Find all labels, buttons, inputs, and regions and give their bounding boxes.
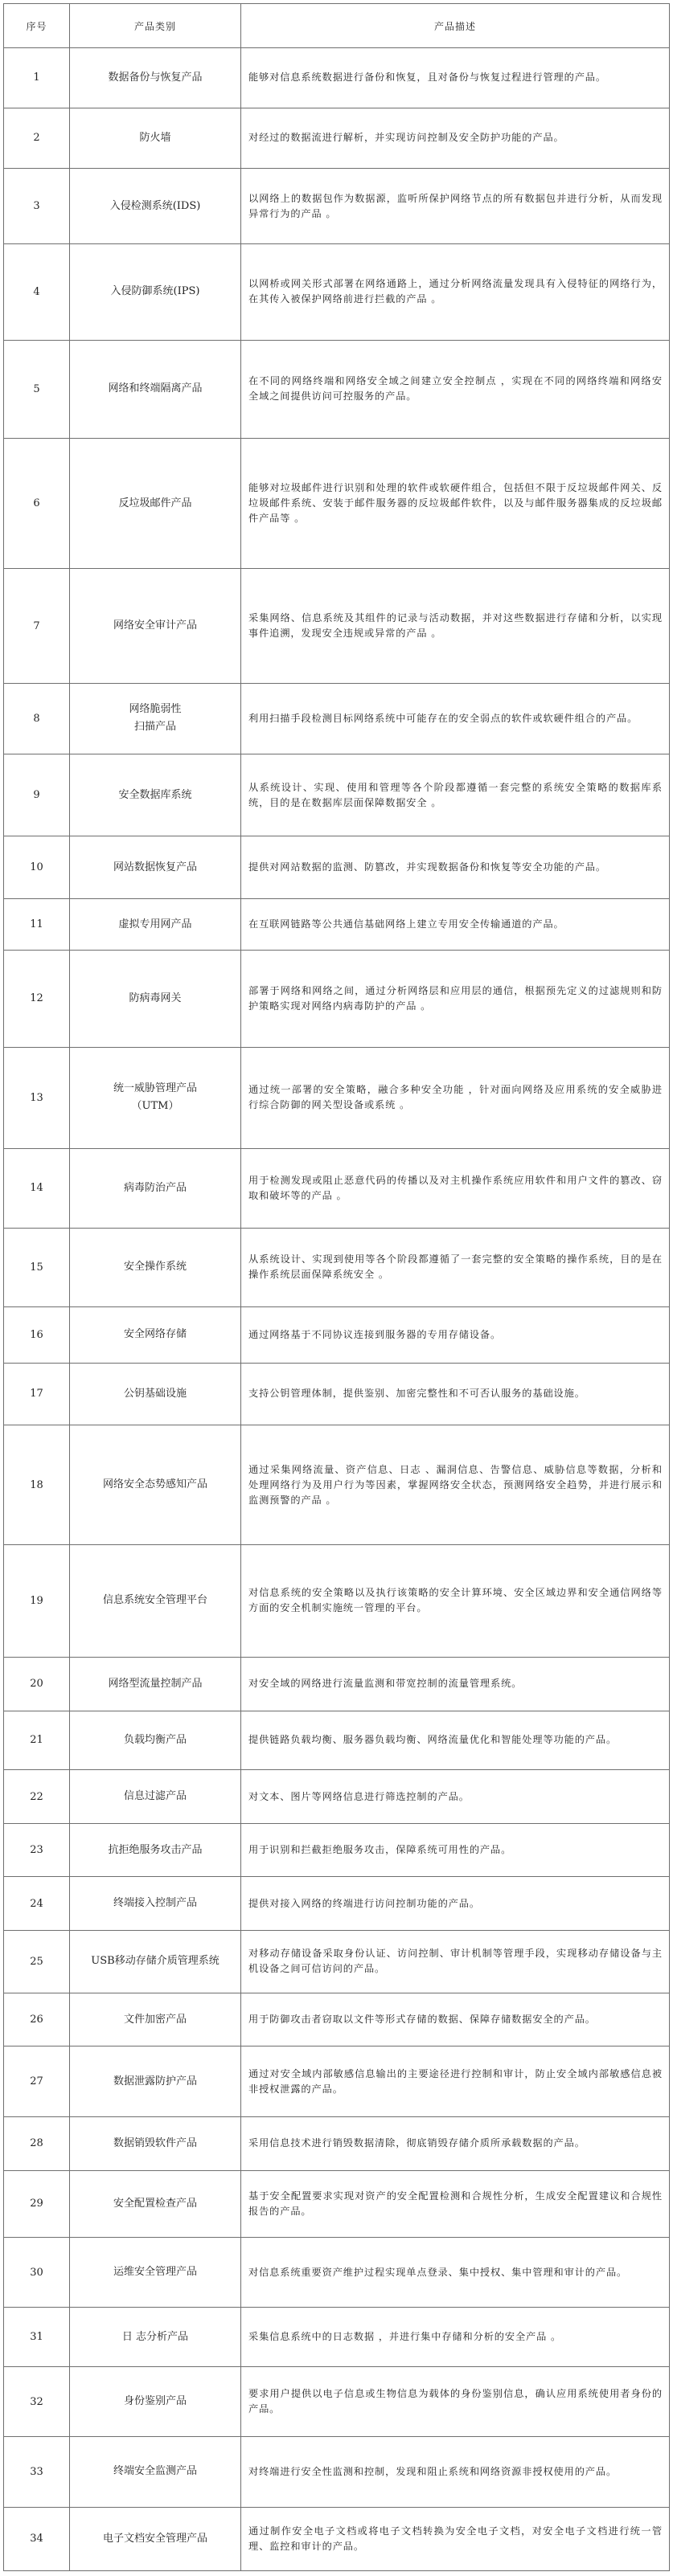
row-category bbox=[70, 2437, 241, 2507]
category-text: 病毒防治产品 bbox=[123, 1181, 187, 1194]
row-description: 用于防御攻击者窃取以文件等形式存储的数据、保障存储数据安全的产品。 bbox=[241, 1993, 670, 2046]
category-text: USB移动存储介质管理系统 bbox=[91, 1955, 220, 1968]
row-category bbox=[70, 340, 241, 438]
row-category bbox=[70, 754, 241, 836]
row-category bbox=[70, 2366, 241, 2436]
row-number: 27 bbox=[4, 2046, 70, 2116]
category-text: 防火墙 bbox=[139, 131, 171, 144]
row-number: 30 bbox=[4, 2237, 70, 2307]
category-text: 运维安全管理产品 bbox=[113, 2266, 197, 2278]
category-text: 公钥基础设施 bbox=[123, 1387, 187, 1400]
row-category bbox=[70, 2308, 241, 2367]
category-text: 网络型流量控制产品 bbox=[108, 1677, 203, 1690]
row-category bbox=[70, 1307, 241, 1363]
row-category bbox=[70, 1711, 241, 1770]
row-description: 对经过的数据流进行解析，并实现访问控制及安全防护功能的产品。 bbox=[241, 108, 670, 168]
category-text: 网络安全审计产品 bbox=[113, 619, 197, 632]
row-number: 10 bbox=[4, 836, 70, 899]
category-text: 网络和终端隔离产品 bbox=[108, 382, 203, 395]
row-description: 对信息系统的安全策略以及执行该策略的安全计算环境、安全区域边界和安全通信网络等方面的安全机制实施统一管理的平台。 bbox=[241, 1544, 670, 1657]
category-text: 安全网络存储 bbox=[123, 1328, 187, 1341]
table-row bbox=[4, 2046, 670, 2116]
row-category bbox=[70, 569, 241, 684]
table-row bbox=[4, 2308, 670, 2367]
row-number: 14 bbox=[4, 1149, 70, 1229]
table-row bbox=[4, 1544, 670, 1657]
row-description: 采集网络、信息系统及其组件的记录与活动数据，并对这些数据进行存储和分析，以实现事件追溯，发现安全违规或异常的产品 。 bbox=[241, 569, 670, 684]
table-row bbox=[4, 2170, 670, 2237]
table-row bbox=[4, 1149, 670, 1229]
row-description: 对安全域的网络进行流量监测和带宽控制的流量管理系统。 bbox=[241, 1658, 670, 1711]
row-category bbox=[70, 1823, 241, 1877]
row-description: 对终端进行安全性监测和控制，发现和阻止系统和网络资源非授权使用的产品。 bbox=[241, 2437, 670, 2507]
row-number: 33 bbox=[4, 2437, 70, 2507]
category-text: 安全操作系统 bbox=[123, 1261, 187, 1274]
row-number: 23 bbox=[4, 1823, 70, 1877]
category-text: 安全配置检查产品 bbox=[113, 2197, 197, 2210]
row-description: 对文本、图片等网络信息进行筛选控制的产品。 bbox=[241, 1770, 670, 1824]
row-category bbox=[70, 168, 241, 243]
table-row bbox=[4, 836, 670, 899]
header-category: 产品类别 bbox=[70, 4, 241, 48]
table-header-row bbox=[4, 4, 670, 48]
row-description: 提供对接入网络的终端进行访问控制功能的产品。 bbox=[241, 1877, 670, 1931]
category-text: 数据泄露防护产品 bbox=[113, 2075, 197, 2087]
table-row bbox=[4, 1425, 670, 1545]
category-text: 网站数据恢复产品 bbox=[113, 861, 197, 873]
row-number: 22 bbox=[4, 1770, 70, 1824]
category-text: 抗拒绝服务攻击产品 bbox=[108, 1843, 203, 1856]
row-number: 16 bbox=[4, 1307, 70, 1363]
table-row bbox=[4, 168, 670, 243]
row-category bbox=[70, 1228, 241, 1307]
table-row bbox=[4, 1770, 670, 1824]
row-description: 对信息系统重要资产维护过程实现单点登录、集中授权、集中管理和审计的产品。 bbox=[241, 2237, 670, 2307]
row-category bbox=[70, 1363, 241, 1425]
row-number: 31 bbox=[4, 2308, 70, 2367]
row-number: 6 bbox=[4, 438, 70, 568]
row-category bbox=[70, 1993, 241, 2046]
category-text: 信息系统安全管理平台 bbox=[102, 1594, 207, 1607]
row-number: 21 bbox=[4, 1711, 70, 1770]
row-category bbox=[70, 1931, 241, 1993]
category-text: 统一威胁管理产品 （UTM） bbox=[113, 1082, 197, 1113]
row-description: 提供对网站数据的监测、防篡改，并实现数据备份和恢复等安全功能的产品。 bbox=[241, 836, 670, 899]
category-text: 数据备份与恢复产品 bbox=[108, 71, 203, 84]
table-row bbox=[4, 108, 670, 168]
table-row bbox=[4, 2237, 670, 2307]
row-description: 采集信息系统中的日志数据 ，并进行集中存储和分析的安全产品 。 bbox=[241, 2308, 670, 2367]
row-category bbox=[70, 950, 241, 1047]
table-row bbox=[4, 1658, 670, 1711]
row-description: 利用扫描手段检测目标网络系统中可能存在的安全弱点的软件或软硬件组合的产品。 bbox=[241, 684, 670, 754]
table-row bbox=[4, 2437, 670, 2507]
table-body bbox=[4, 48, 670, 2571]
category-text: 网络脆弱性 扫描产品 bbox=[129, 703, 182, 734]
row-number: 3 bbox=[4, 168, 70, 243]
row-category bbox=[70, 1149, 241, 1229]
row-number: 4 bbox=[4, 244, 70, 340]
row-description: 从系统设计、实现、使用和管理等各个阶段都遵循一套完整的系统安全策略的数据库系统，目的是在数据库层面保障数据安全 。 bbox=[241, 754, 670, 836]
row-description: 通过制作安全电子文档或将电子文档转换为安全电子文档，对安全电子文档进行统一管理、监控和审计的产品。 bbox=[241, 2507, 670, 2570]
category-text: 日 志分析产品 bbox=[121, 2330, 189, 2343]
table-row bbox=[4, 340, 670, 438]
category-text: 入侵防御系统(IPS) bbox=[110, 285, 200, 298]
table-row bbox=[4, 2116, 670, 2170]
row-description: 能够对垃圾邮件进行识别和处理的软件或软硬件组合，包括但不限于反垃圾邮件网关、反垃圾邮件系统、安装于邮件服务器的反垃圾邮件软件，以及与邮件服务器集成的反垃圾邮件产品等 。 bbox=[241, 438, 670, 568]
table-row bbox=[4, 1823, 670, 1877]
row-number: 5 bbox=[4, 340, 70, 438]
header-description: 产品描述 bbox=[241, 4, 670, 48]
row-number: 18 bbox=[4, 1425, 70, 1545]
row-number: 13 bbox=[4, 1047, 70, 1148]
row-description: 基于安全配置要求实现对资产的安全配置检测和合规性分析，生成安全配置建议和合规性报告的产品。 bbox=[241, 2170, 670, 2237]
table-row bbox=[4, 48, 670, 108]
row-description: 支持公钥管理体制，提供鉴别、加密完整性和不可否认服务的基础设施。 bbox=[241, 1363, 670, 1425]
table-row bbox=[4, 754, 670, 836]
row-number: 11 bbox=[4, 899, 70, 951]
row-number: 8 bbox=[4, 684, 70, 754]
row-number: 2 bbox=[4, 108, 70, 168]
row-number: 15 bbox=[4, 1228, 70, 1307]
table-row bbox=[4, 1711, 670, 1770]
row-description: 在互联网链路等公共通信基础网络上建立专用安全传输通道的产品。 bbox=[241, 899, 670, 951]
table-row bbox=[4, 1307, 670, 1363]
row-category bbox=[70, 1877, 241, 1931]
table-row bbox=[4, 2366, 670, 2436]
row-category bbox=[70, 1658, 241, 1711]
row-category bbox=[70, 2237, 241, 2307]
row-category bbox=[70, 1047, 241, 1148]
table-row bbox=[4, 1228, 670, 1307]
row-description: 能够对信息系统数据进行备份和恢复，且对备份与恢复过程进行管理的产品。 bbox=[241, 48, 670, 108]
row-description: 用于检测发现或阻止恶意代码的传播以及对主机操作系统应用软件和用户文件的篡改、窃取和破坏等的产品 。 bbox=[241, 1149, 670, 1229]
row-category bbox=[70, 48, 241, 108]
row-category bbox=[70, 836, 241, 899]
row-number: 24 bbox=[4, 1877, 70, 1931]
product-table bbox=[3, 3, 670, 2571]
row-description: 以网络上的数据包作为数据源，监听所保护网络节点的所有数据包并进行分析，从而发现异常行为的产品 。 bbox=[241, 168, 670, 243]
row-number: 12 bbox=[4, 950, 70, 1047]
category-text: 虚拟专用网产品 bbox=[118, 918, 192, 930]
row-number: 32 bbox=[4, 2366, 70, 2436]
row-number: 29 bbox=[4, 2170, 70, 2237]
category-text: 终端安全监测产品 bbox=[113, 2465, 197, 2478]
category-text: 防病毒网关 bbox=[129, 992, 182, 1004]
row-description: 提供链路负载均衡、服务器负载均衡、网络流量优化和智能处理等功能的产品。 bbox=[241, 1711, 670, 1770]
row-number: 17 bbox=[4, 1363, 70, 1425]
header-no: 序号 bbox=[4, 4, 70, 48]
table-row bbox=[4, 684, 670, 754]
row-description: 部署于网络和网络之间，通过分析网络层和应用层的通信，根据预先定义的过滤规则和防护策略实现对网络内病毒防护的产品 。 bbox=[241, 950, 670, 1047]
category-text: 负载均衡产品 bbox=[123, 1733, 187, 1746]
row-description: 对移动存储设备采取身份认证、访问控制、审计机制等管理手段，实现移动存储设备与主机设备之间可信访问的产品。 bbox=[241, 1931, 670, 1993]
row-number: 9 bbox=[4, 754, 70, 836]
row-category bbox=[70, 899, 241, 951]
table-row bbox=[4, 1993, 670, 2046]
category-text: 电子文档安全管理产品 bbox=[102, 2532, 207, 2545]
category-text: 文件加密产品 bbox=[123, 2013, 187, 2026]
row-category bbox=[70, 1544, 241, 1657]
category-text: 反垃圾邮件产品 bbox=[118, 497, 192, 509]
row-description: 从系统设计、实现到使用等各个阶段都遵循了一套完整的安全策略的操作系统，目的是在操作系统层面保障系统安全 。 bbox=[241, 1228, 670, 1307]
row-category bbox=[70, 2116, 241, 2170]
table-row bbox=[4, 1931, 670, 1993]
table-row bbox=[4, 244, 670, 340]
row-category bbox=[70, 244, 241, 340]
row-category bbox=[70, 1425, 241, 1545]
row-description: 通过网络基于不同协议连接到服务器的专用存储设备。 bbox=[241, 1307, 670, 1363]
table-row bbox=[4, 438, 670, 568]
category-text: 终端接入控制产品 bbox=[113, 1897, 197, 1910]
row-category bbox=[70, 108, 241, 168]
table-row bbox=[4, 1047, 670, 1148]
row-description: 在不同的网络终端和网络安全域之间建立安全控制点 ，实现在不同的网络终端和网络安全域之间提供访问可控服务的产品。 bbox=[241, 340, 670, 438]
row-number: 25 bbox=[4, 1931, 70, 1993]
category-text: 数据销毁软件产品 bbox=[113, 2136, 197, 2149]
row-category bbox=[70, 1770, 241, 1824]
row-description: 通过统一部署的安全策略，融合多种安全功能 ，针对面向网络及应用系统的安全威胁进行综合防御的网关型设备或系统 。 bbox=[241, 1047, 670, 1148]
category-text: 身份鉴别产品 bbox=[123, 2395, 187, 2408]
row-description: 采用信息技术进行销毁数据清除，彻底销毁存储介质所承载数据的产品。 bbox=[241, 2116, 670, 2170]
row-category bbox=[70, 684, 241, 754]
row-category bbox=[70, 2170, 241, 2237]
table-row bbox=[4, 950, 670, 1047]
table-row bbox=[4, 569, 670, 684]
row-description: 通过对安全域内部敏感信息输出的主要途径进行控制和审计，防止安全域内部敏感信息被非授权泄露的产品。 bbox=[241, 2046, 670, 2116]
table-row bbox=[4, 899, 670, 951]
table-row bbox=[4, 1877, 670, 1931]
row-number: 26 bbox=[4, 1993, 70, 2046]
row-number: 28 bbox=[4, 2116, 70, 2170]
table-row bbox=[4, 1363, 670, 1425]
row-description: 要求用户提供以电子信息或生物信息为载体的身份鉴别信息，确认应用系统使用者身份的产品。 bbox=[241, 2366, 670, 2436]
category-text: 网络安全态势感知产品 bbox=[102, 1478, 207, 1491]
row-number: 20 bbox=[4, 1658, 70, 1711]
row-description: 用于识别和拦截拒绝服务攻击，保障系统可用性的产品。 bbox=[241, 1823, 670, 1877]
category-text: 信息过滤产品 bbox=[123, 1790, 187, 1802]
row-number: 1 bbox=[4, 48, 70, 108]
row-number: 34 bbox=[4, 2507, 70, 2570]
row-category bbox=[70, 2046, 241, 2116]
row-description: 通过采集网络流量、资产信息、日志 、漏洞信息、告警信息、威胁信息等数据，分析和处理网络行为及用户行为等因素，掌握网络安全状态，预测网络安全趋势，并进行展示和监测预警的产品 。 bbox=[241, 1425, 670, 1545]
category-text: 入侵检测系统(IDS) bbox=[109, 199, 201, 212]
row-category bbox=[70, 438, 241, 568]
row-description: 以网桥或网关形式部署在网络通路上，通过分析网络流量发现具有入侵特征的网络行为，在其传入被保护网络前进行拦截的产品 。 bbox=[241, 244, 670, 340]
row-number: 19 bbox=[4, 1544, 70, 1657]
table-row bbox=[4, 2507, 670, 2570]
row-number: 7 bbox=[4, 569, 70, 684]
category-text: 安全数据库系统 bbox=[118, 788, 192, 801]
row-category bbox=[70, 2507, 241, 2570]
